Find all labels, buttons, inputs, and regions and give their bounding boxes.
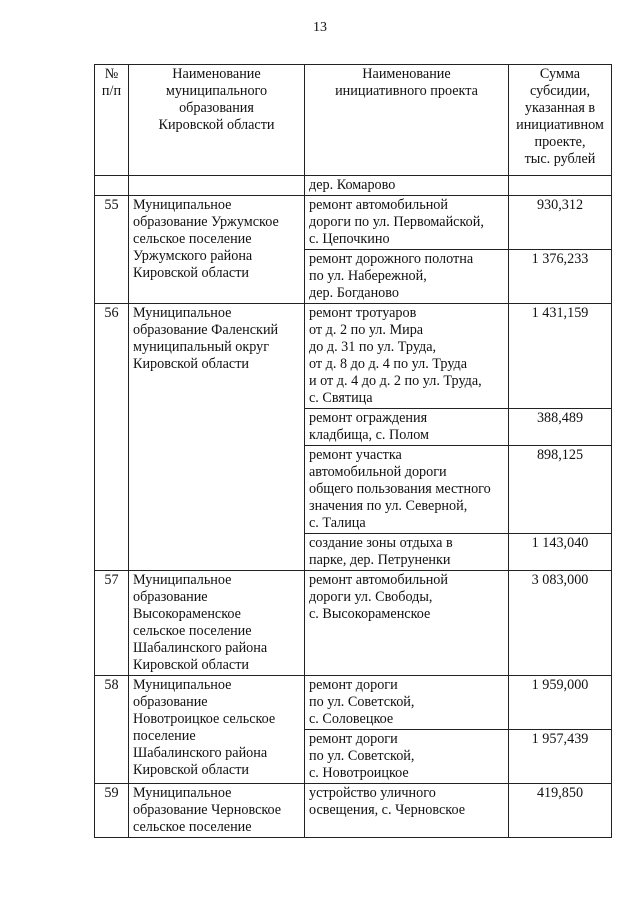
continuation-project: дер. Комарово xyxy=(305,176,509,196)
table-row xyxy=(95,304,612,409)
row-number: 59 xyxy=(95,784,129,838)
header-municipality: Наименование муниципального образования Кировской области xyxy=(129,65,305,176)
continuation-num xyxy=(95,176,129,196)
subsidy-amount: 930,312 xyxy=(509,196,612,250)
subsidy-amount: 1 143,040 xyxy=(509,534,612,571)
page-number: 13 xyxy=(313,20,327,35)
subsidy-amount: 388,489 xyxy=(509,409,612,446)
municipality-name: Муниципальное образование Новотроицкое сельское поселение Шабалинского района Кировской области xyxy=(129,676,305,784)
subsidy-amount: 419,850 xyxy=(509,784,612,838)
row-number: 55 xyxy=(95,196,129,304)
table-row xyxy=(95,784,612,838)
project-name: ремонт автомобильной дороги ул. Свободы, с. Высокораменское xyxy=(305,571,509,676)
row-number: 57 xyxy=(95,571,129,676)
header-num: № п/п xyxy=(95,65,129,176)
municipality-name: Муниципальное образование Высокораменское сельское поселение Шабалинского района Кировской области xyxy=(129,571,305,676)
project-name: ремонт автомобильной дороги по ул. Первомайской, с. Цепочкино xyxy=(305,196,509,250)
continuation-row xyxy=(95,176,612,196)
header-sum: Сумма субсидии, указанная в инициативном проекте, тыс. рублей xyxy=(509,65,612,176)
continuation-municipality xyxy=(129,176,305,196)
table-header-row xyxy=(95,65,612,176)
table-row xyxy=(95,571,612,676)
municipality-name: Муниципальное образование Черновское сельское поселение xyxy=(129,784,305,838)
project-name: ремонт дороги по ул. Советской, с. Новотроицкое xyxy=(305,730,509,784)
subsidy-amount: 1 431,159 xyxy=(509,304,612,409)
project-name: создание зоны отдыха в парке, дер. Петруненки xyxy=(305,534,509,571)
municipality-name: Муниципальное образование Фаленский муниципальный округ Кировской области xyxy=(129,304,305,571)
table-body xyxy=(95,176,612,838)
project-name: ремонт тротуаров от д. 2 по ул. Мира до д. 31 по ул. Труда, от д. 8 до д. 4 по ул. Труда и от д. 4 до д. 2 по ул. Труда, с. Святица xyxy=(305,304,509,409)
subsidy-amount: 898,125 xyxy=(509,446,612,534)
continuation-sum xyxy=(509,176,612,196)
project-name: ремонт ограждения кладбища, с. Полом xyxy=(305,409,509,446)
subsidy-table xyxy=(94,64,612,838)
subsidy-amount: 1 957,439 xyxy=(509,730,612,784)
subsidy-amount: 3 083,000 xyxy=(509,571,612,676)
table-row xyxy=(95,676,612,730)
table-row xyxy=(95,196,612,250)
header-project: Наименование инициативного проекта xyxy=(305,65,509,176)
subsidy-amount: 1 959,000 xyxy=(509,676,612,730)
municipality-name: Муниципальное образование Уржумское сельское поселение Уржумского района Кировской области xyxy=(129,196,305,304)
project-name: устройство уличного освещения, с. Черновское xyxy=(305,784,509,838)
project-name: ремонт дороги по ул. Советской, с. Соловецкое xyxy=(305,676,509,730)
project-name: ремонт дорожного полотна по ул. Набережной, дер. Богданово xyxy=(305,250,509,304)
row-number: 58 xyxy=(95,676,129,784)
project-name: ремонт участка автомобильной дороги общего пользования местного значения по ул. Северной, с. Талица xyxy=(305,446,509,534)
row-number: 56 xyxy=(95,304,129,571)
subsidy-amount: 1 376,233 xyxy=(509,250,612,304)
